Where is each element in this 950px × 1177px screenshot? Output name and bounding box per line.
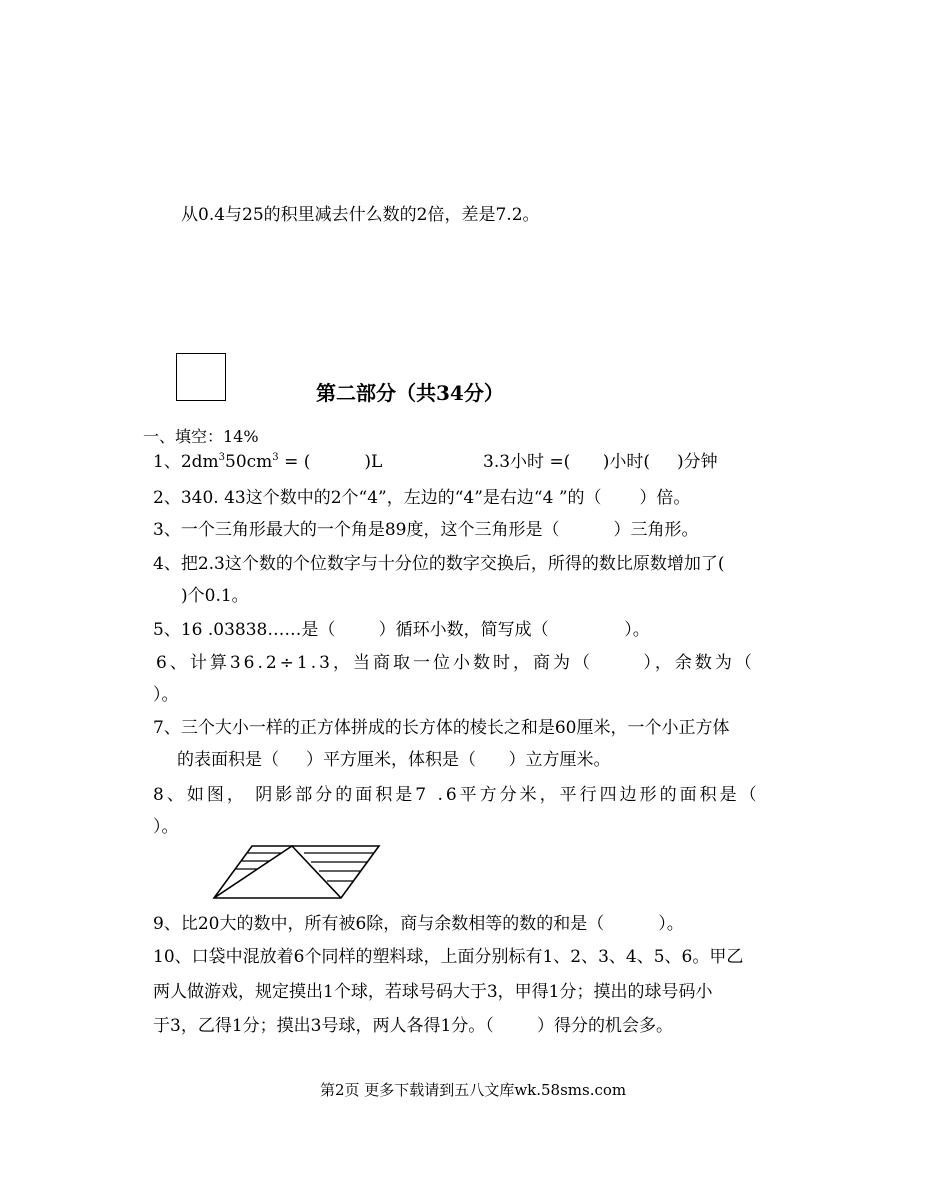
q1-part2: 50cm (225, 452, 273, 472)
page-footer: 第2页 更多下载请到五八文库wk.58sms.com (320, 1081, 627, 1099)
q1-sup1: 3 (218, 452, 226, 463)
heading-fill-in: 一、填空：14% (143, 427, 259, 446)
parallelogram-figure (210, 842, 382, 902)
score-box (176, 353, 226, 401)
question-1-time: 3.3小时 =( )小时( )分钟 (483, 452, 718, 472)
q1-part1: 1、2dm (153, 452, 219, 472)
intro-problem: 从0.4与25的积里减去什么数的2倍，差是7.2。 (181, 205, 540, 225)
section-title: 第二部分（共34分） (316, 381, 504, 405)
question-10-line2: 两人做游戏，规定摸出1个球，若球号码大于3，甲得1分；摸出的球号码小 (153, 982, 713, 1002)
question-2: 2、340. 43这个数中的2个“4”，左边的“4”是右边“4 ”的（ ）倍。 (153, 488, 691, 508)
question-6-line2: ）。 (153, 685, 179, 705)
question-10-line3: 于3，乙得1分；摸出3号球，两人各得1分。（ ）得分的机会多。 (153, 1016, 673, 1036)
question-7-line2: 的表面积是（ ）平方厘米，体积是（ ）立方厘米。 (177, 750, 611, 770)
question-10-line1: 10、口袋中混放着6个同样的塑料球，上面分别标有1、2、3、4、5、6。甲乙 (153, 947, 744, 967)
parallelogram-outline (214, 846, 379, 898)
question-4-line2: )个0.1。 (181, 586, 249, 606)
question-8-line2: ）。 (153, 817, 179, 837)
question-4-line1: 4、把2.3这个数的个位数字与十分位的数字交换后，所得的数比原数增加了( (153, 554, 725, 574)
q1-sup2: 3 (272, 452, 279, 463)
question-7-line1: 7、三个大小一样的正方体拼成的长方体的棱长之和是60厘米，一个小正方体 (153, 718, 730, 738)
question-5: 5、16 .03838……是（ ）循环小数，简写成（ ）。 (153, 620, 650, 640)
question-3: 3、一个三角形最大的一个角是89度，这个三角形是（ ）三角形。 (153, 520, 699, 540)
q1-part3: = ( )L (278, 452, 383, 472)
question-9: 9、比20大的数中，所有被6除，商与余数相等的数的和是（ ）。 (153, 914, 684, 934)
question-8-line1: 8、如图， 阴影部分的面积是7 .6平方分米，平行四边形的面积是（ (153, 785, 760, 805)
question-1 (153, 451, 382, 473)
question-6-line1: 6、计算36.2÷1.3，当商取一位小数时，商为（ ），余数为（ (156, 653, 755, 673)
